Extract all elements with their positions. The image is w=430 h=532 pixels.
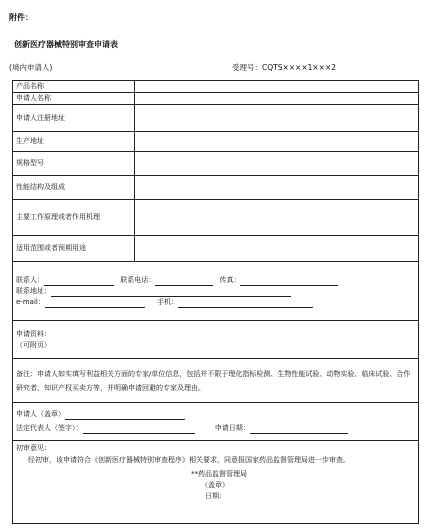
table-row xyxy=(13,236,419,262)
table-row xyxy=(13,93,419,105)
email-label: e-mail： xyxy=(16,297,45,306)
acceptance-label: 受理号： xyxy=(232,63,262,72)
row-value-structure[interactable] xyxy=(135,176,419,200)
row-value-product-name[interactable] xyxy=(135,81,419,93)
acceptance-number xyxy=(232,62,336,73)
row-label-structure: 性能结构及组成 xyxy=(13,176,135,200)
legal-rep-label: 法定代表人（签字）： xyxy=(16,424,83,432)
row-label-intended-use: 适用范围或者预期用途 xyxy=(13,236,135,262)
materials-label: 申请资料： xyxy=(16,329,51,338)
review-label: 初审意见： xyxy=(16,444,51,452)
contact-section xyxy=(13,262,419,321)
materials-section xyxy=(13,321,419,359)
acceptance-value: CQTS××××1×××2 xyxy=(262,63,337,72)
mobile-label: 手机： xyxy=(157,297,179,306)
row-label-applicant-name: 申请人名称 xyxy=(13,93,135,105)
fax-field[interactable] xyxy=(240,276,338,286)
attachment-label: 附件： xyxy=(9,13,33,22)
row-value-registered-address[interactable] xyxy=(135,105,419,132)
row-label-production-address: 生产地址 xyxy=(13,132,135,152)
applicant-type: (境内申请人) xyxy=(9,63,53,72)
row-label-model: 规格型号 xyxy=(13,152,135,176)
row-value-principle[interactable] xyxy=(135,200,419,236)
legal-rep-signature-field[interactable] xyxy=(83,424,195,434)
contact-phone-field[interactable] xyxy=(155,276,213,286)
fax-label: 传真： xyxy=(219,275,241,284)
applicant-seal-field[interactable] xyxy=(65,410,185,420)
row-value-applicant-name[interactable] xyxy=(135,93,419,105)
review-text: 经初审，该申请符合《创新医疗器械特别审查程序》相关要求，同意报国家药品监督管理局进一步审查。 xyxy=(28,456,350,464)
mobile-field[interactable] xyxy=(178,298,313,308)
table-row xyxy=(13,200,419,236)
row-value-production-address[interactable] xyxy=(135,132,419,152)
review-section xyxy=(13,441,419,524)
contact-phone-label: 联系电话： xyxy=(120,275,156,284)
row-value-intended-use[interactable] xyxy=(135,236,419,262)
row-label-principle: 主要工作原理或者作用机理 xyxy=(13,200,135,236)
table-row xyxy=(13,176,419,200)
review-agency: **药品监督管理局 xyxy=(191,470,247,478)
contact-person-label: 联系人： xyxy=(16,275,44,284)
remark-section xyxy=(13,359,419,403)
signature-section xyxy=(13,403,419,441)
table-row xyxy=(13,105,419,132)
contact-address-label: 联系地址： xyxy=(16,286,51,295)
row-value-model[interactable] xyxy=(135,152,419,176)
application-date-field[interactable] xyxy=(250,424,348,434)
table-row xyxy=(13,81,419,93)
application-form-table xyxy=(12,80,419,524)
contact-address-field[interactable] xyxy=(51,287,291,297)
email-field[interactable] xyxy=(45,298,145,308)
table-row xyxy=(13,152,419,176)
materials-note: （可附页） xyxy=(16,340,51,349)
remark-text: 备注：申请人如实填写利益相关方面的专家/单位信息，包括并不限于理化指标检测、生物性能试验、动物实验、临床试验、合作研究者、知识产权买卖方等，并明确申请回避的专家及理由。 xyxy=(13,359,419,403)
row-label-registered-address: 申请人注册地址 xyxy=(13,105,135,132)
applicant-seal-label: 申请人（盖章） xyxy=(16,410,65,418)
table-row xyxy=(13,132,419,152)
form-title: 创新医疗器械特别审查申请表 xyxy=(14,40,118,49)
review-seal: （盖章） xyxy=(201,481,229,489)
row-label-product-name: 产品名称 xyxy=(13,81,135,93)
contact-person-field[interactable] xyxy=(44,276,114,286)
review-date: 日期： xyxy=(205,492,226,500)
application-date-label: 申请日期： xyxy=(214,424,250,432)
